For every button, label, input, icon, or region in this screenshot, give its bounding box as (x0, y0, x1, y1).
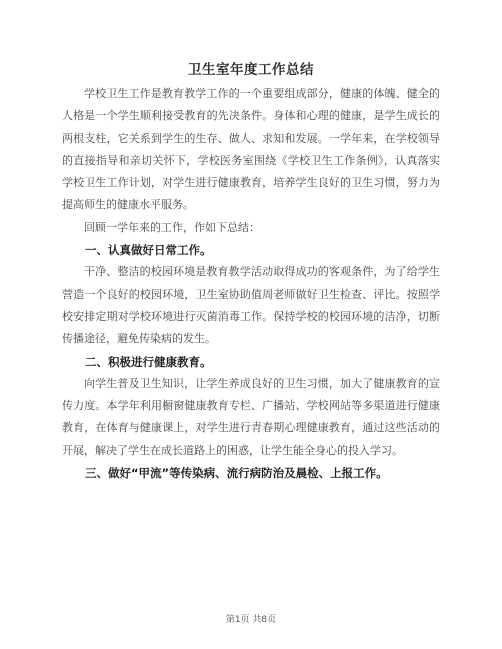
section-heading-1: 一、认真做好日常工作。 (85, 243, 212, 258)
section-heading-2: 二、积极进行健康教育。 (85, 354, 212, 369)
page-number-footer: 第1页 共8页 (225, 615, 277, 625)
paragraph-section-2: 向学生普及卫生知识，让学生养成良好的卫生习惯，加大了健康教育的宣传力度。本学年利用橱窗健康教育专栏、广播站、学校网站等多渠道进行健康教育，在体育与健康课上，对学生进行青春期心理健康教育，通过这些活动的开展，解决了学生在成长道路上的困惑，让学生能全身心的投入学习。 (62, 376, 440, 457)
document-title: 卫生室年度工作总结 (188, 62, 314, 78)
paragraph-summary-lead: 回顾一学年来的工作，作如下总结： (84, 220, 260, 234)
paragraph-section-1: 干净、整洁的校园环境是教育教学活动取得成功的客观条件，为了给学生营造一个良好的校园环境，卫生室协助值周老师做好卫生检查、评比。按照学校安排定期对学校环境进行灭菌消毒工作。保持学校的校园环境的洁净，切断传播途径，避免传染病的发生。 (62, 265, 440, 346)
paragraph-intro: 学校卫生工作是教育教学工作的一个重要组成部分，健康的体魄、健全的人格是一个学生顺利接受教育的先决条件。身体和心理的健康，是学生成长的两根支柱，它关系到学生的生存、做人、求知和发展。一学年来，在学校领导的直接指导和亲切关怀下，学校医务室围绕《学校卫生工作条例》，认真落实学校卫生工作计划，对学生进行健康教育，培养学生良好的卫生习惯，努力为提高师生的健康水平服务。 (62, 87, 440, 212)
section-heading-3: 三、做好“甲流”等传染病、流行病防治及晨检、上报工作。 (85, 466, 388, 481)
